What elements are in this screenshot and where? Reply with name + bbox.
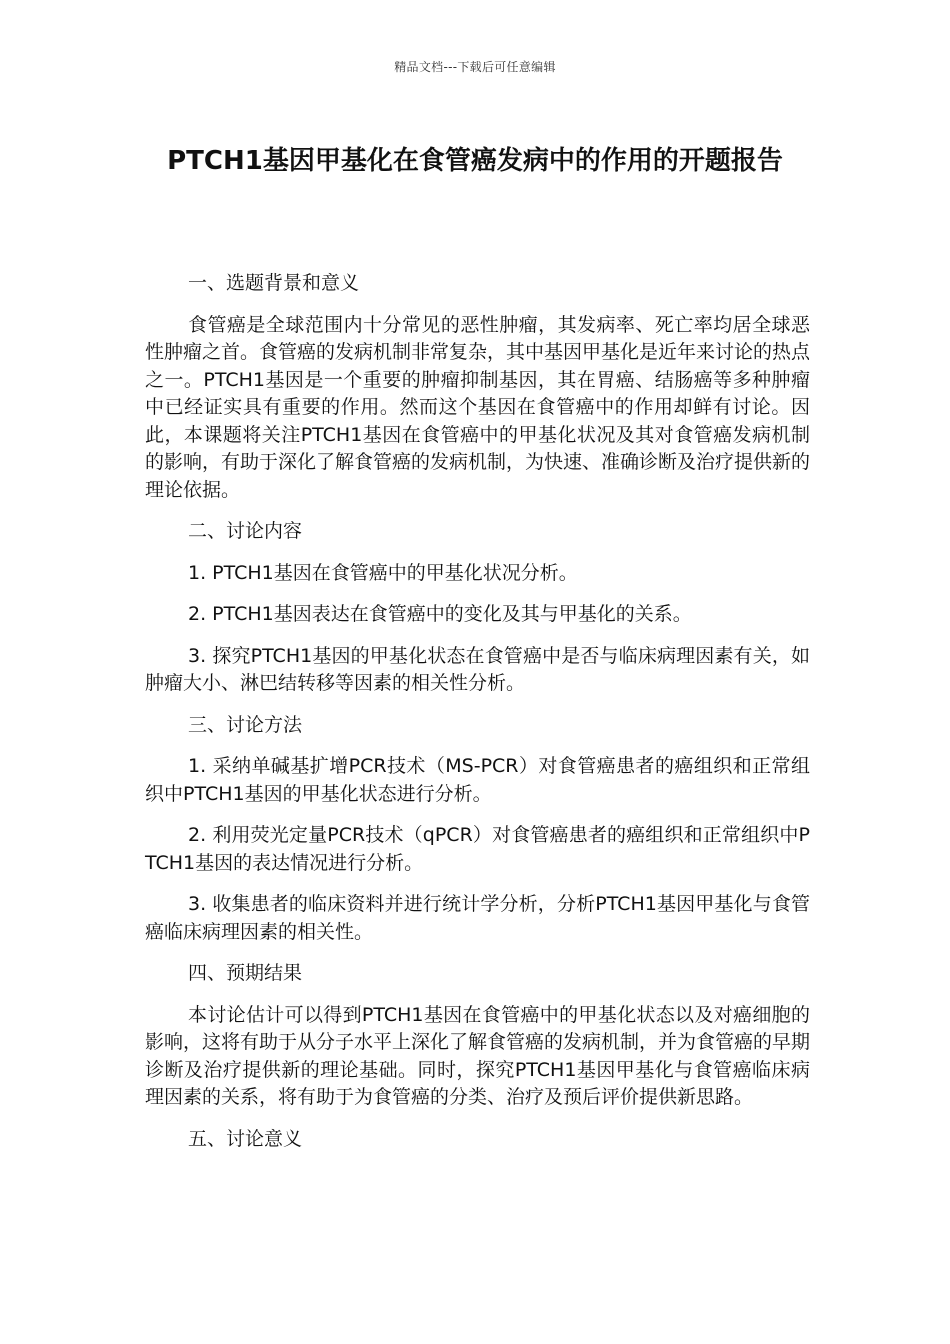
section-heading-expected-results: 四、预期结果 bbox=[188, 962, 303, 984]
content-item-2: 2. PTCH1基因表达在食管癌中的变化及其与甲基化的关系。 bbox=[188, 603, 692, 625]
method-item-3: 3. 收集患者的临床资料并进行统计学分析，分析PTCH1基因甲基化与食管癌临床病理因素的相关性。 bbox=[145, 893, 810, 943]
section-heading-methods: 三、讨论方法 bbox=[188, 713, 303, 736]
content-item-3: 3. 探究PTCH1基因的甲基化状态在食管癌中是否与临床病理因素有关，如肿瘤大小、淋巴结转移等因素的相关性分析。 bbox=[145, 644, 810, 694]
document-title: PTCH1基因甲基化在食管癌发病中的作用的开题报告 bbox=[167, 146, 783, 176]
method-item-1: 1. 采纳单碱基扩增PCR技术（MS-PCR）对食管癌患者的癌组织和正常组织中PTCH1基因的甲基化状态进行分析。 bbox=[145, 755, 810, 805]
section-heading-significance: 五、讨论意义 bbox=[188, 1127, 303, 1150]
page-header: 精品文档---下载后可任意编辑 bbox=[394, 60, 556, 74]
document-body bbox=[145, 270, 810, 1167]
paragraph-expected-results: 本讨论估计可以得到PTCH1基因在食管癌中的甲基化状态以及对癌细胞的影响，这将有助于从分子水平上深化了解食管癌的发病机制，并为食管癌的早期诊断及治疗提供新的理论基础。同时，探究PTCH1基因甲基化与食管癌临床病理因素的关系，将有助于为食管癌的分类、治疗及预后评价提供新思路。 bbox=[145, 1003, 811, 1108]
section-heading-content: 二、讨论内容 bbox=[188, 520, 303, 542]
paragraph-background: 食管癌是全球范围内十分常见的恶性肿瘤，其发病率、死亡率均居全球恶性肿瘤之首。食管癌的发病机制非常复杂，其中基因甲基化是近年来讨论的热点之一。PTCH1基因是一个重要的肿瘤抑制基因，其在胃癌、结肠癌等多种肿瘤中已经证实具有重要的作用。然而这个基因在食管癌中的作用却鲜有讨论。因此，本课题将关注PTCH1基因在食管癌中的甲基化状况及其对食管癌发病机制的影响，有助于深化了解食管癌的发病机制，为快速、准确诊断及治疗提供新的理论依据。 bbox=[145, 313, 811, 501]
method-item-2: 2. 利用荧光定量PCR技术（qPCR）对食管癌患者的癌组织和正常组织中PTCH1基因的表达情况进行分析。 bbox=[145, 824, 810, 874]
content-item-1: 1. PTCH1基因在食管癌中的甲基化状况分析。 bbox=[188, 561, 578, 584]
section-heading-background: 一、选题背景和意义 bbox=[188, 272, 360, 294]
